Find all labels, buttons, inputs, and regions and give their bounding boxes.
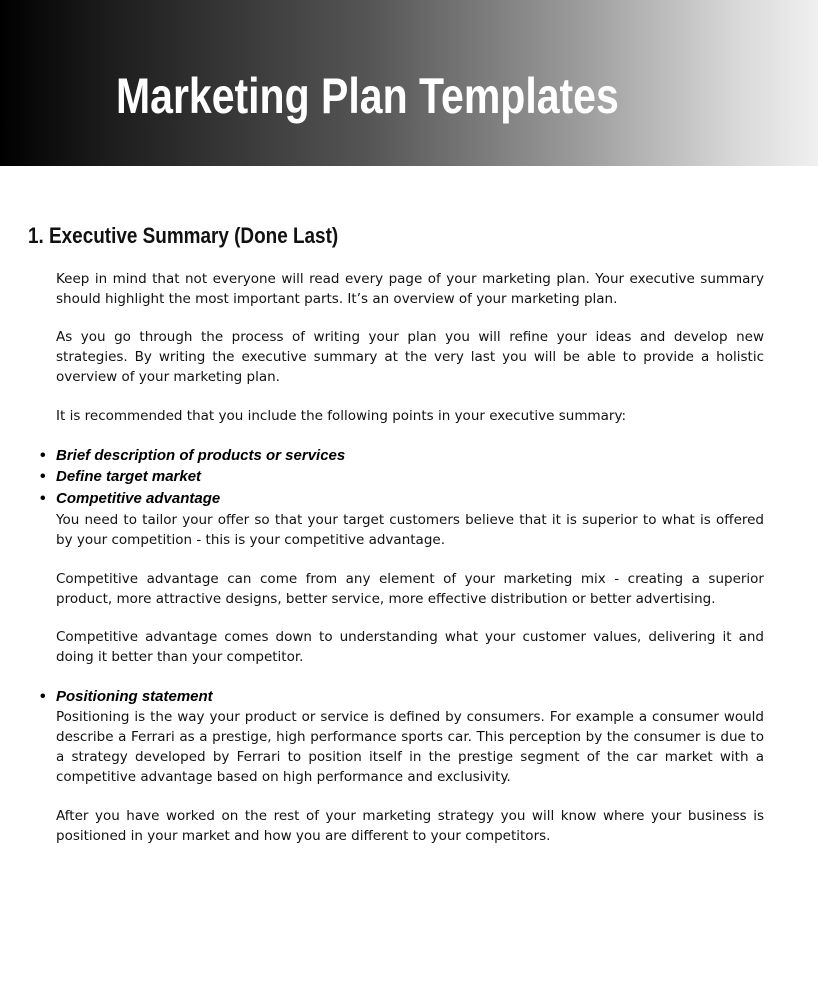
competitive-advantage-paragraph: You need to tailor your offer so that your target customers believe that it is superior to what is offered by your competition - this is your competitive advantage. (56, 512, 764, 548)
intro-paragraph: As you go through the process of writing your plan you will refine your ideas and develop new strategies. By writing the executive summary at the very last you will be able to provide a holistic overview of your marketing plan. (56, 329, 764, 385)
bullet-dot-icon: • (40, 688, 46, 705)
page-title: Marketing Plan Templates (116, 68, 619, 124)
bullet-item (40, 466, 201, 487)
bullet-dot-icon: • (40, 468, 46, 485)
bullet-dot-icon: • (40, 447, 46, 464)
bullet-label: Brief description of products or services (56, 447, 346, 464)
section-heading: 1. Executive Summary (Done Last) (28, 223, 339, 248)
bullet-label: Positioning statement (56, 688, 213, 705)
competitive-advantage-paragraph: Competitive advantage comes down to understanding what your customer values, delivering it and doing it better than your competitor. (56, 629, 764, 665)
positioning-paragraph: After you have worked on the rest of your marketing strategy you will know where your business is positioned in your market and how you are different to your competitors. (56, 808, 764, 844)
bullet-item (40, 445, 345, 466)
intro-paragraph: Keep in mind that not everyone will read every page of your marketing plan. Your executive summary should highlight the most important parts. It’s an overview of your marketing plan. (56, 271, 764, 307)
bullet-item (40, 488, 220, 509)
competitive-advantage-paragraph: Competitive advantage can come from any element of your marketing mix - creating a superior product, more attractive designs, better service, more effective distribution or better advertising. (56, 571, 764, 607)
bullet-label: Competitive advantage (56, 490, 221, 507)
bullet-label: Define target market (56, 468, 202, 485)
bullet-dot-icon: • (40, 490, 46, 507)
positioning-paragraph: Positioning is the way your product or service is defined by consumers. For example a consumer would describe a Ferrari as a prestige, high performance sports car. This perception by the consumer is due to a strategy developed by Ferrari to position itself in the prestige segment of the car market with a competitive advantage based on high performance and exclusivity. (56, 709, 764, 785)
bullet-item (40, 686, 213, 707)
intro-paragraph: It is recommended that you include the following points in your executive summary: (56, 408, 627, 424)
header-banner (0, 0, 818, 166)
